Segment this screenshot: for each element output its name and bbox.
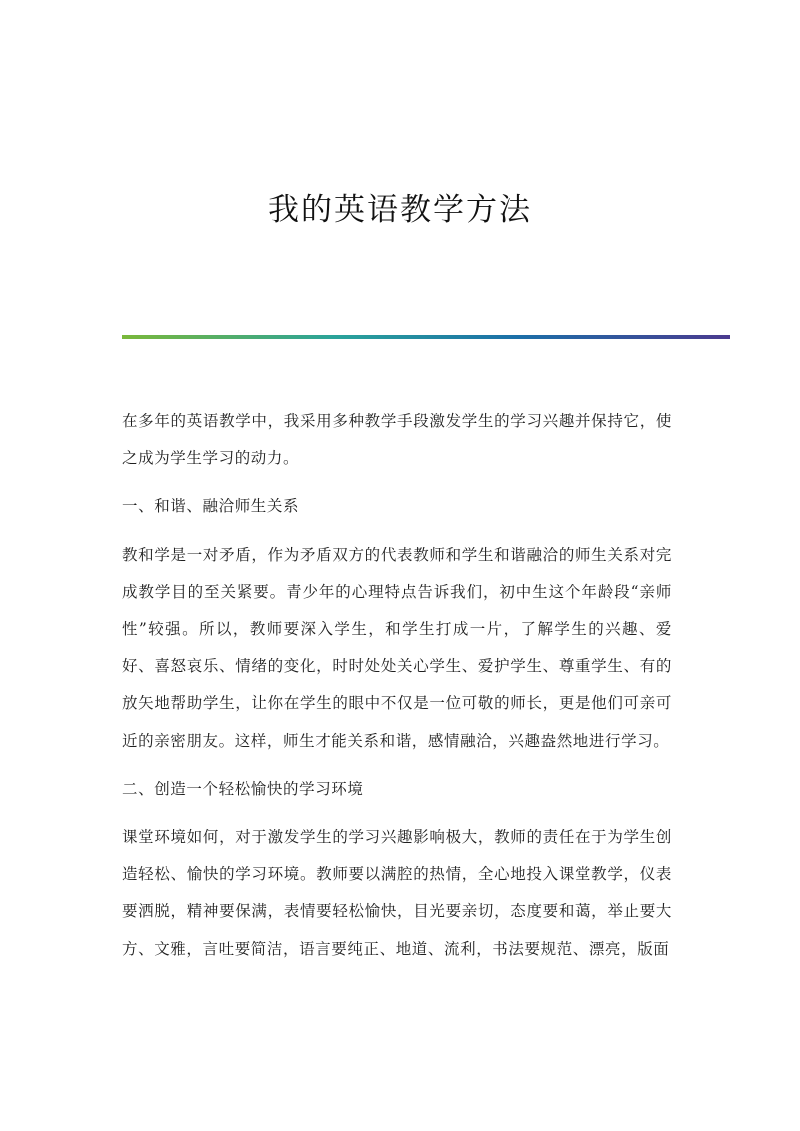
section-paragraph-2: 课堂环境如何，对于激发学生的学习兴趣影响极大，教师的责任在于为学生创造轻松、愉快的学习环境。教师要以满腔的热情，全心地投入课堂教学，仪表要洒脱，精神要保满，表情要轻松愉快，目光要亲切，态度要和蔼，举止要大方、文雅，言吐要简洁，语言要纯正、地道、流利，书法要规范、漂亮，版面 — [122, 828, 672, 958]
section-heading-2: 二、创造一个轻松愉快的学习环境 — [122, 779, 364, 798]
section-heading-1: 一、和谐、融洽师生关系 — [122, 497, 300, 516]
document-body — [122, 403, 672, 979]
intro-paragraph: 在多年的英语教学中，我采用多种教学手段激发学生的学习兴趣并保持它，使之成为学生学习的动力。 — [122, 412, 672, 468]
title-divider — [122, 335, 730, 339]
document-title: 我的英语教学方法 — [268, 192, 532, 228]
section-paragraph-1: 教和学是一对矛盾，作为矛盾双方的代表教师和学生和谐融洽的师生关系对完成教学目的至关紧要。青少年的心理特点告诉我们，初中生这个年龄段“亲师性”较强。所以，教师要深入学生，和学生打成一片，了解学生的兴趣、爱好、喜怒哀乐、情绪的变化，时时处处关心学生、爱护学生、尊重学生、有的放矢地帮助学生，让你在学生的眼中不仅是一位可敬的师长，更是他们可亲可近的亲密朋友。这样，师生才能关系和谐，感情融洽，兴趣盎然地进行学习。 — [122, 545, 672, 750]
